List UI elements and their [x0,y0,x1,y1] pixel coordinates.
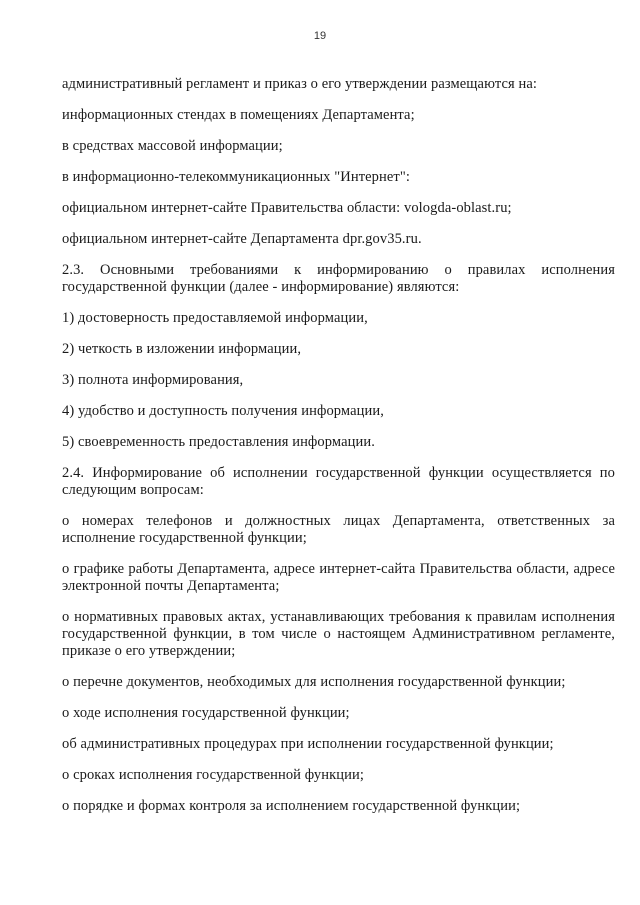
document-body [62,76,615,829]
paragraph-info-stands: информационных стендах в помещениях Департамента; [62,107,415,123]
list-item-3: 3) полнота информирования, [62,372,244,388]
page-number: 19 [313,30,327,42]
paragraph-section-2-3: 2.3. Основными требованиями к информированию о правилах исполнения государственной функции (далее - информирование) являются: [62,262,615,295]
paragraph-gov-site: официальном интернет-сайте Правительства области: vologda-oblast.ru; [62,200,512,216]
paragraph-procedures: об административных процедурах при исполнении государственной функции; [62,736,554,752]
list-item-1: 1) достоверность предоставляемой информации, [62,310,368,326]
list-item-2: 2) четкость в изложении информации, [62,341,302,357]
list-item-5: 5) своевременность предоставления информации. [62,434,375,450]
paragraph-control: о порядке и формах контроля за исполнением государственной функции; [62,798,521,814]
paragraph-phones: о номерах телефонов и должностных лицах Департамента, ответственных за исполнение государственной функции; [62,513,615,546]
paragraph-schedule: о графике работы Департамента, адресе интернет-сайта Правительства области, адресе электронной почты Департамента; [62,561,615,594]
paragraph-dept-site: официальном интернет-сайте Департамента dpr.gov35.ru. [62,231,422,247]
paragraph-progress: о ходе исполнения государственной функции; [62,705,350,721]
list-item-4: 4) удобство и доступность получения информации, [62,403,384,419]
paragraph-deadlines: о сроках исполнения государственной функции; [62,767,364,783]
paragraph-internet: в информационно-телекоммуникационных "Интернет": [62,169,411,185]
paragraph-section-2-4: 2.4. Информирование об исполнении государственной функции осуществляется по следующим вопросам: [62,465,615,498]
paragraph-placement-intro: административный регламент и приказ о его утверждении размещаются на: [62,76,537,92]
paragraph-legal-acts: о нормативных правовых актах, устанавливающих требования к правилам исполнения государственной функции, в том числе о настоящем Административном регламенте, приказе о его утверждении; [62,609,615,659]
paragraph-mass-media: в средствах массовой информации; [62,138,283,154]
paragraph-documents: о перечне документов, необходимых для исполнения государственной функции; [62,674,566,690]
